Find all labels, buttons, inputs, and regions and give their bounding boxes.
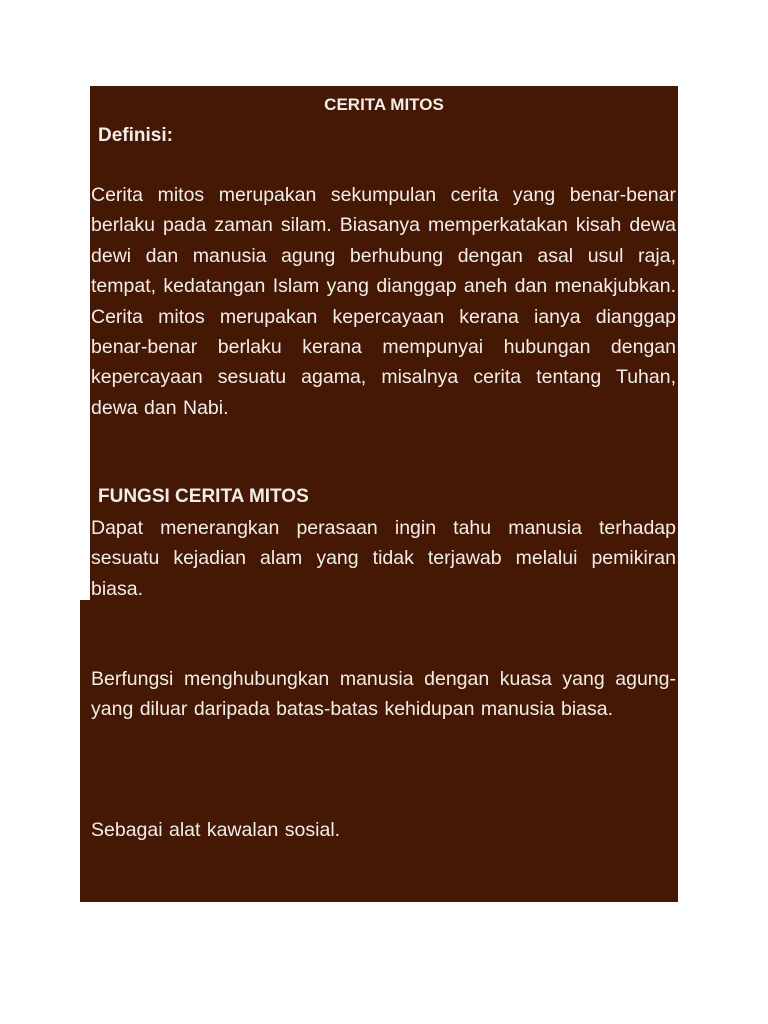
function-paragraph-2: Berfungsi menghubungkan manusia dengan kuasa yang agung- yang diluar daripada batas-batas kehidupan manusia biasa. xyxy=(91,668,676,721)
function-paragraph-1: Dapat menerangkan perasaan ingin tahu manusia terhadap sesuatu kejadian alam yang tidak terjawab melalui pemikiran biasa. xyxy=(91,517,676,600)
definition-heading: Definisi: xyxy=(98,125,173,146)
function-heading: FUNGSI CERITA MITOS xyxy=(98,486,309,507)
content-background-bottom xyxy=(80,600,678,902)
definition-paragraph: Cerita mitos merupakan sekumpulan cerita yang benar-benar berlaku pada zaman silam. Biasanya memperkatakan kisah dewa dewi dan manusia agung berhubung dengan asal usul raja, tempat, kedatangan Islam yang dianggap aneh dan menakjubkan. Cerita mitos merupakan kepercayaan kerana ianya dianggap benar-benar berlaku kerana mempunyai hubungan dengan kepercayaan sesuatu agama, misalnya cerita tentang Tuhan, dewa dan Nabi. xyxy=(91,184,676,419)
document-title: CERITA MITOS xyxy=(324,95,444,114)
function-paragraph-3: Sebagai alat kawalan sosial. xyxy=(91,819,341,841)
